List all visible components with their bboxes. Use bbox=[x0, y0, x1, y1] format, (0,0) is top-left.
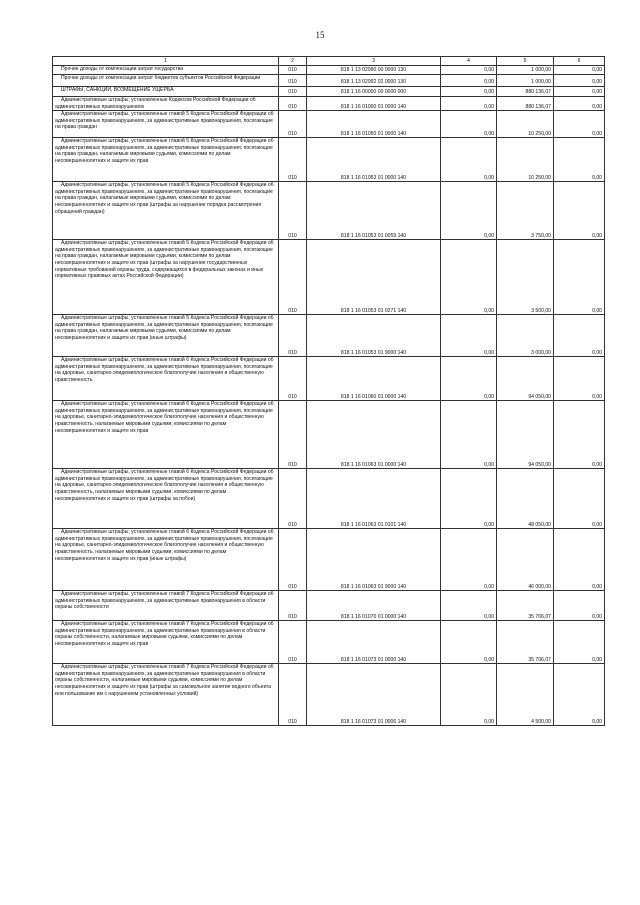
row-line-code: 010 bbox=[279, 240, 307, 315]
row-value-col6: 0,00 bbox=[554, 240, 605, 315]
row-value-col4: 0,00 bbox=[441, 315, 497, 357]
row-value-col4: 0,00 bbox=[441, 182, 497, 240]
row-line-code: 010 bbox=[279, 469, 307, 529]
table-row bbox=[53, 240, 605, 315]
row-value-col4: 0,00 bbox=[441, 66, 497, 75]
row-line-code: 010 bbox=[279, 75, 307, 87]
row-budget-code: 818 1 16 01063 01 0000 140 bbox=[307, 401, 441, 469]
row-value-col4: 0,00 bbox=[441, 75, 497, 87]
table-row bbox=[53, 591, 605, 621]
row-budget-code: 818 1 16 01053 01 9000 140 bbox=[307, 315, 441, 357]
row-value-col5: 46 000,00 bbox=[497, 529, 554, 591]
table-row bbox=[53, 87, 605, 97]
row-value-col6: 0,00 bbox=[554, 469, 605, 529]
row-value-col6: 0,00 bbox=[554, 401, 605, 469]
row-description: Административные штрафы, установленные главой 5 Кодекса Российской Федерации об административных правонарушениях, за административные правонарушения, посягающие на права граждан bbox=[53, 111, 279, 138]
table-row bbox=[53, 664, 605, 726]
row-description: Административные штрафы, установленные главой 6 Кодекса Российской Федерации об административных правонарушениях, за административные правонарушения, посягающие на здоровье, санитарно-эпидемиологическое благополучие населения и общественную нравственность, налагаемые мировыми судьями, комиссиями по делам несовершеннолетних и защите их прав bbox=[53, 401, 279, 469]
table-header-row bbox=[53, 57, 605, 66]
row-line-code: 010 bbox=[279, 111, 307, 138]
table-row bbox=[53, 75, 605, 87]
row-value-col6: 0,00 bbox=[554, 111, 605, 138]
row-budget-code: 818 1 16 01070 01 0000 140 bbox=[307, 591, 441, 621]
row-value-col5: 1 000,00 bbox=[497, 75, 554, 87]
row-value-col6: 0,00 bbox=[554, 97, 605, 111]
header-col-6: 6 bbox=[554, 57, 605, 66]
table-row bbox=[53, 97, 605, 111]
header-col-3: 3 bbox=[307, 57, 441, 66]
row-budget-code: 818 1 16 01053 01 0271 140 bbox=[307, 240, 441, 315]
row-line-code: 010 bbox=[279, 664, 307, 726]
row-line-code: 010 bbox=[279, 138, 307, 182]
row-description: ШТРАФЫ, САНКЦИИ, ВОЗМЕЩЕНИЕ УЩЕРБА bbox=[53, 87, 279, 97]
row-budget-code: 818 1 13 02992 02 0000 130 bbox=[307, 75, 441, 87]
row-value-col6: 0,00 bbox=[554, 66, 605, 75]
row-line-code: 010 bbox=[279, 66, 307, 75]
row-line-code: 010 bbox=[279, 401, 307, 469]
header-col-5: 5 bbox=[497, 57, 554, 66]
row-value-col6: 0,00 bbox=[554, 621, 605, 664]
row-description: Административные штрафы, установленные главой 6 Кодекса Российской Федерации об административных правонарушениях, за административные правонарушения, посягающие на здоровье, санитарно-эпидемиологическое благополучие населения и общественную нравственность, налагаемые мировыми судьями, комиссиями по делам несовершеннолетних и защите их прав (штрафы за побои) bbox=[53, 469, 279, 529]
row-description: Административные штрафы, установленные главой 5 Кодекса Российской Федерации об административных правонарушениях, за административные правонарушения, посягающие на права граждан, налагаемые мировыми судьями, комиссиями по делам несовершеннолетних и защите их прав bbox=[53, 138, 279, 182]
row-value-col4: 0,00 bbox=[441, 240, 497, 315]
row-value-col5: 4 500,00 bbox=[497, 664, 554, 726]
row-value-col4: 0,00 bbox=[441, 97, 497, 111]
row-budget-code: 818 1 16 01063 01 0101 140 bbox=[307, 469, 441, 529]
row-value-col4: 0,00 bbox=[441, 621, 497, 664]
row-value-col4: 0,00 bbox=[441, 529, 497, 591]
row-value-col5: 48 050,00 bbox=[497, 469, 554, 529]
row-value-col6: 0,00 bbox=[554, 664, 605, 726]
row-value-col5: 10 250,00 bbox=[497, 111, 554, 138]
row-line-code: 010 bbox=[279, 97, 307, 111]
table-row bbox=[53, 138, 605, 182]
table-row bbox=[53, 529, 605, 591]
row-value-col4: 0,00 bbox=[441, 357, 497, 401]
row-value-col4: 0,00 bbox=[441, 138, 497, 182]
table-row bbox=[53, 66, 605, 75]
table-row bbox=[53, 469, 605, 529]
row-value-col5: 880 136,07 bbox=[497, 97, 554, 111]
row-value-col6: 0,00 bbox=[554, 182, 605, 240]
row-budget-code: 818 1 16 01050 01 0000 140 bbox=[307, 111, 441, 138]
row-value-col4: 0,00 bbox=[441, 664, 497, 726]
row-line-code: 010 bbox=[279, 87, 307, 97]
table-row bbox=[53, 401, 605, 469]
row-description: Административные штрафы, установленные главой 7 Кодекса Российской Федерации об административных правонарушениях, за административные правонарушения в области охраны собственности, налагаемые мировыми судьями, комиссиями по делам несовершеннолетних и защите их прав bbox=[53, 621, 279, 664]
row-value-col6: 0,00 bbox=[554, 529, 605, 591]
row-line-code: 010 bbox=[279, 182, 307, 240]
row-value-col4: 0,00 bbox=[441, 401, 497, 469]
table-body bbox=[53, 66, 605, 726]
row-budget-code: 818 1 13 02990 00 0000 130 bbox=[307, 66, 441, 75]
row-description: Административные штрафы, установленные главой 7 Кодекса Российской Федерации об административных правонарушениях, за административные правонарушения в области охраны собственности, налагаемые мировыми судьями, комиссиями по делам несовершеннолетних и защите их прав (штрафы за самовольное занятие водного объекта или пользование им с нарушением установленных условий) bbox=[53, 664, 279, 726]
row-value-col4: 0,00 bbox=[441, 111, 497, 138]
row-value-col5: 1 000,00 bbox=[497, 66, 554, 75]
row-value-col5: 94 050,00 bbox=[497, 401, 554, 469]
row-value-col4: 0,00 bbox=[441, 87, 497, 97]
row-line-code: 010 bbox=[279, 357, 307, 401]
row-line-code: 010 bbox=[279, 315, 307, 357]
row-budget-code: 818 1 16 01063 01 9000 140 bbox=[307, 529, 441, 591]
row-line-code: 010 bbox=[279, 591, 307, 621]
row-description: Административные штрафы, установленные Кодексом Российской Федерации об административных правонарушениях bbox=[53, 97, 279, 111]
row-budget-code: 818 1 16 01053 01 0059 140 bbox=[307, 182, 441, 240]
row-value-col6: 0,00 bbox=[554, 138, 605, 182]
row-value-col6: 0,00 bbox=[554, 315, 605, 357]
row-description: Административные штрафы, установленные главой 5 Кодекса Российской Федерации об административных правонарушениях, за административные правонарушения, посягающие на права граждан, налагаемые мировыми судьями, комиссиями по делам несовершеннолетних и защите их прав (иные штрафы) bbox=[53, 315, 279, 357]
page-number: 15 bbox=[315, 30, 325, 40]
row-budget-code: 818 1 16 01073 01 0000 140 bbox=[307, 621, 441, 664]
row-value-col5: 35 706,07 bbox=[497, 621, 554, 664]
row-description: Административные штрафы, установленные главой 6 Кодекса Российской Федерации об административных правонарушениях, за административные правонарушения, посягающие на здоровье, санитарно-эпидемиологическое благополучие населения и общественную нравственность bbox=[53, 357, 279, 401]
table-row bbox=[53, 111, 605, 138]
row-value-col5: 3 000,00 bbox=[497, 315, 554, 357]
row-value-col5: 880 136,07 bbox=[497, 87, 554, 97]
table-row bbox=[53, 357, 605, 401]
row-value-col5: 94 050,00 bbox=[497, 357, 554, 401]
row-budget-code: 818 1 16 01000 01 0000 140 bbox=[307, 97, 441, 111]
row-budget-code: 818 1 16 01073 01 0006 140 bbox=[307, 664, 441, 726]
header-col-1: 1 bbox=[53, 57, 279, 66]
row-description: Административные штрафы, установленные главой 7 Кодекса Российской Федерации об административных правонарушениях, за административные правонарушения в области охраны собственности bbox=[53, 591, 279, 621]
table-row bbox=[53, 182, 605, 240]
table-row bbox=[53, 621, 605, 664]
row-value-col5: 3 750,00 bbox=[497, 182, 554, 240]
row-value-col4: 0,00 bbox=[441, 591, 497, 621]
row-description: Административные штрафы, установленные главой 5 Кодекса Российской Федерации об административных правонарушениях, за административные правонарушения, посягающие на права граждан, налагаемые мировыми судьями, комиссиями по делам несовершеннолетних и защите их прав (штрафы за нарушение государственных нормативных требований охраны труда, содержащихся в федеральных законах и иных нормативных правовых актах Российской Федерации) bbox=[53, 240, 279, 315]
row-value-col6: 0,00 bbox=[554, 357, 605, 401]
row-budget-code: 818 1 16 01060 01 0000 140 bbox=[307, 357, 441, 401]
row-description: Административные штрафы, установленные главой 5 Кодекса Российской Федерации об административных правонарушениях, за административные правонарушения, посягающие на права граждан, налагаемые мировыми судьями, комиссиями по делам несовершеннолетних и защите их прав (штрафы за нарушение порядка рассмотрения обращений граждан) bbox=[53, 182, 279, 240]
row-budget-code: 818 1 16 00000 00 0000 000 bbox=[307, 87, 441, 97]
row-description: Административные штрафы, установленные главой 6 Кодекса Российской Федерации об административных правонарушениях, за административные правонарушения, посягающие на здоровье, санитарно-эпидемиологическое благополучие населения и общественную нравственность, налагаемые мировыми судьями, комиссиями по делам несовершеннолетних и защите их прав (иные штрафы) bbox=[53, 529, 279, 591]
row-value-col5: 10 250,00 bbox=[497, 138, 554, 182]
row-description: Прочие доходы от компенсации затрат бюджетов субъектов Российской Федерации bbox=[53, 75, 279, 87]
table-row bbox=[53, 315, 605, 357]
header-col-2: 2 bbox=[279, 57, 307, 66]
row-value-col6: 0,00 bbox=[554, 591, 605, 621]
row-value-col6: 0,00 bbox=[554, 87, 605, 97]
row-value-col5: 3 500,00 bbox=[497, 240, 554, 315]
row-value-col4: 0,00 bbox=[441, 469, 497, 529]
header-col-4: 4 bbox=[441, 57, 497, 66]
row-line-code: 010 bbox=[279, 529, 307, 591]
row-value-col5: 35 706,07 bbox=[497, 591, 554, 621]
row-description: Прочие доходы от компенсации затрат государства bbox=[53, 66, 279, 75]
row-value-col6: 0,00 bbox=[554, 75, 605, 87]
revenue-table bbox=[52, 56, 605, 726]
row-line-code: 010 bbox=[279, 621, 307, 664]
row-budget-code: 818 1 16 01053 01 0000 140 bbox=[307, 138, 441, 182]
